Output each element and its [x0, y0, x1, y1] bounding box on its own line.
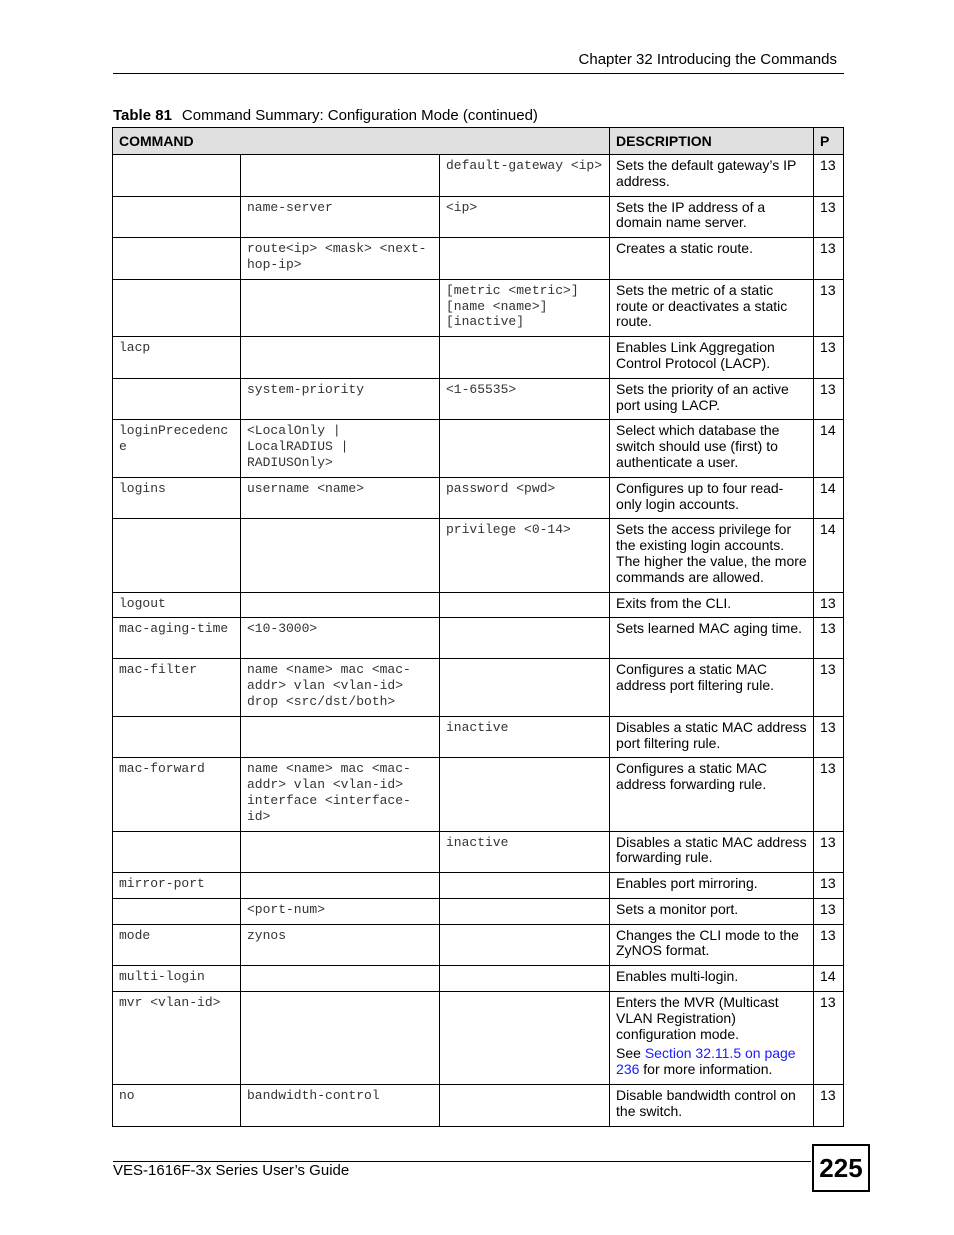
description-cell: Configures up to four read-only login accounts.	[610, 477, 814, 519]
page-cell: 13	[814, 873, 844, 899]
command-cell	[113, 238, 241, 280]
argument-cell: default-gateway <ip>	[440, 155, 610, 197]
table-row	[113, 758, 844, 831]
header-divider	[113, 73, 844, 74]
table-row	[113, 519, 844, 592]
command-cell	[113, 155, 241, 197]
page-cell: 13	[814, 898, 844, 924]
description-cell: Sets a monitor port.	[610, 898, 814, 924]
page-cell: 13	[814, 992, 844, 1085]
command-cell: mvr <vlan-id>	[113, 992, 241, 1085]
page-cell: 13	[814, 337, 844, 379]
argument-cell: <1-65535>	[440, 378, 610, 420]
table-row	[113, 196, 844, 238]
page-cell: 13	[814, 618, 844, 659]
table-caption	[113, 107, 538, 124]
subcommand-cell	[241, 966, 440, 992]
page-cell: 13	[814, 924, 844, 966]
description-cell: Configures a static MAC address port filtering rule.	[610, 659, 814, 716]
command-cell: multi-login	[113, 966, 241, 992]
argument-cell	[440, 337, 610, 379]
command-cell: mac-forward	[113, 758, 241, 831]
table-row	[113, 898, 844, 924]
table-caption-text: Command Summary: Configuration Mode (continued)	[181, 107, 538, 124]
table-caption-number: Table 81	[113, 107, 172, 124]
description-cell: Select which database the switch should use (first) to authenticate a user.	[610, 420, 814, 477]
command-cell	[113, 898, 241, 924]
description-cell: Configures a static MAC address forwarding rule.	[610, 758, 814, 831]
table-row	[113, 477, 844, 519]
table-row	[113, 592, 844, 618]
description-cell: Enables port mirroring.	[610, 873, 814, 899]
chapter-title: Chapter 32 Introducing the Commands	[578, 51, 837, 68]
description-cell: Enables Link Aggregation Control Protocol (LACP).	[610, 337, 814, 379]
command-cell: logout	[113, 592, 241, 618]
command-cell	[113, 716, 241, 758]
table-row	[113, 966, 844, 992]
table-row	[113, 831, 844, 873]
description-cell: Disables a static MAC address port filtering rule.	[610, 716, 814, 758]
description-cell: Exits from the CLI.	[610, 592, 814, 618]
subcommand-cell	[241, 155, 440, 197]
command-summary-table	[112, 127, 844, 1127]
description-cell: Enables multi-login.	[610, 966, 814, 992]
page-cell: 14	[814, 519, 844, 592]
command-cell	[113, 831, 241, 873]
command-cell: lacp	[113, 337, 241, 379]
subcommand-cell	[241, 519, 440, 592]
argument-cell	[440, 659, 610, 716]
subcommand-cell	[241, 873, 440, 899]
command-cell: mode	[113, 924, 241, 966]
page-cell: 14	[814, 420, 844, 477]
subcommand-cell: <port-num>	[241, 898, 440, 924]
command-cell	[113, 519, 241, 592]
argument-cell: password <pwd>	[440, 477, 610, 519]
subcommand-cell: bandwidth-control	[241, 1085, 440, 1127]
subcommand-cell: name-server	[241, 196, 440, 238]
argument-cell	[440, 898, 610, 924]
table-row	[113, 659, 844, 716]
command-cell	[113, 378, 241, 420]
header-command: COMMAND	[113, 128, 610, 155]
header-description: DESCRIPTION	[610, 128, 814, 155]
command-cell	[113, 279, 241, 336]
page-cell: 13	[814, 279, 844, 336]
page-cell: 14	[814, 477, 844, 519]
argument-cell: privilege <0-14>	[440, 519, 610, 592]
description-cell: Sets the IP address of a domain name server.	[610, 196, 814, 238]
description-cell: Creates a static route.	[610, 238, 814, 280]
table-row	[113, 420, 844, 477]
section-link[interactable]: Section 32.11.5 on page 236	[616, 1045, 796, 1078]
page-cell: 13	[814, 758, 844, 831]
table-row	[113, 992, 844, 1085]
page-cell: 14	[814, 966, 844, 992]
description-cell	[610, 992, 814, 1085]
page-cell: 13	[814, 378, 844, 420]
subcommand-cell: <10-3000>	[241, 618, 440, 659]
table-row	[113, 1085, 844, 1127]
table-row	[113, 873, 844, 899]
table-row	[113, 279, 844, 336]
subcommand-cell	[241, 992, 440, 1085]
table-row	[113, 155, 844, 197]
argument-cell	[440, 592, 610, 618]
argument-cell	[440, 966, 610, 992]
table-header-row	[113, 128, 844, 155]
page-cell: 13	[814, 238, 844, 280]
table-row	[113, 337, 844, 379]
argument-cell: <ip>	[440, 196, 610, 238]
see-suffix: for more information.	[639, 1061, 773, 1078]
page-cell: 13	[814, 592, 844, 618]
table-row	[113, 238, 844, 280]
guide-title: VES-1616F-3x Series User’s Guide	[113, 1162, 350, 1179]
argument-cell	[440, 924, 610, 966]
subcommand-cell: zynos	[241, 924, 440, 966]
mvr-see-note	[616, 1046, 808, 1078]
command-cell	[113, 196, 241, 238]
command-cell: loginPrecedence	[113, 420, 241, 477]
command-cell: mac-aging-time	[113, 618, 241, 659]
description-cell: Sets the priority of an active port using LACP.	[610, 378, 814, 420]
argument-cell: [metric <metric>] [name <name>] [inactive]	[440, 279, 610, 336]
argument-cell	[440, 618, 610, 659]
page-cell: 13	[814, 716, 844, 758]
argument-cell: inactive	[440, 831, 610, 873]
subcommand-cell	[241, 831, 440, 873]
description-cell: Changes the CLI mode to the ZyNOS format.	[610, 924, 814, 966]
argument-cell	[440, 873, 610, 899]
subcommand-cell: name <name> mac <mac-addr> vlan <vlan-id> drop <src/dst/both>	[241, 659, 440, 716]
subcommand-cell: username <name>	[241, 477, 440, 519]
page-cell: 13	[814, 831, 844, 873]
see-prefix: See	[616, 1045, 645, 1062]
description-cell: Sets the access privilege for the existing login accounts. The higher the value, the more commands are allowed.	[610, 519, 814, 592]
subcommand-cell	[241, 337, 440, 379]
description-cell: Sets learned MAC aging time.	[610, 618, 814, 659]
page-cell: 13	[814, 196, 844, 238]
argument-cell: inactive	[440, 716, 610, 758]
argument-cell	[440, 758, 610, 831]
table-row	[113, 618, 844, 659]
argument-cell	[440, 238, 610, 280]
argument-cell	[440, 420, 610, 477]
subcommand-cell: route<ip> <mask> <next-hop-ip>	[241, 238, 440, 280]
argument-cell	[440, 992, 610, 1085]
page-number: 225	[812, 1144, 870, 1192]
mvr-description: Enters the MVR (Multicast VLAN Registration) configuration mode.	[616, 994, 779, 1042]
subcommand-cell	[241, 279, 440, 336]
header-page: P	[814, 128, 844, 155]
table-row	[113, 716, 844, 758]
page-cell: 13	[814, 1085, 844, 1127]
page-cell: 13	[814, 659, 844, 716]
subcommand-cell	[241, 592, 440, 618]
table-row	[113, 378, 844, 420]
command-cell: mac-filter	[113, 659, 241, 716]
command-cell: logins	[113, 477, 241, 519]
command-cell: mirror-port	[113, 873, 241, 899]
subcommand-cell: name <name> mac <mac-addr> vlan <vlan-id> interface <interface-id>	[241, 758, 440, 831]
table-row	[113, 924, 844, 966]
argument-cell	[440, 1085, 610, 1127]
description-cell: Sets the metric of a static route or deactivates a static route.	[610, 279, 814, 336]
description-cell: Disable bandwidth control on the switch.	[610, 1085, 814, 1127]
subcommand-cell: system-priority	[241, 378, 440, 420]
command-cell: no	[113, 1085, 241, 1127]
page-cell: 13	[814, 155, 844, 197]
description-cell: Disables a static MAC address forwarding rule.	[610, 831, 814, 873]
subcommand-cell	[241, 716, 440, 758]
subcommand-cell: <LocalOnly | LocalRADIUS | RADIUSOnly>	[241, 420, 440, 477]
description-cell: Sets the default gateway’s IP address.	[610, 155, 814, 197]
